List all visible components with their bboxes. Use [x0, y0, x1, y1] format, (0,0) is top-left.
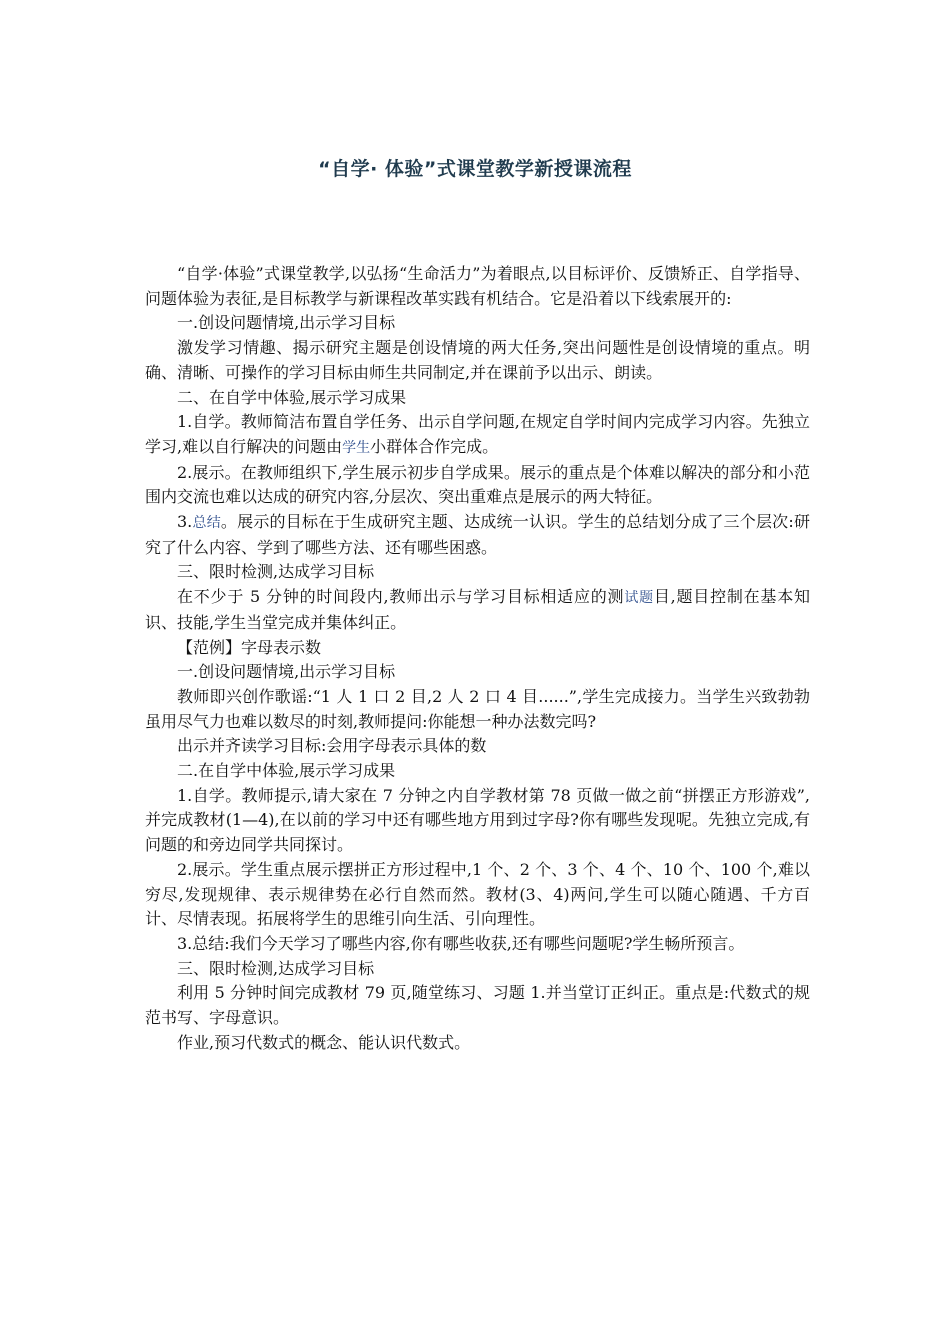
paragraph: 3.总结:我们今天学习了哪些内容,你有哪些收获,还有哪些问题呢?学生畅所预言。	[177, 933, 745, 953]
paragraph: “自学·体验”式课堂教学,以弘扬“生命活力”为着眼点,以目标评价、反馈矫正、自学指导、问题体验为表征,是目标教学与新课程改革实践有机结合。它是沿着以下线索展开的:	[145, 264, 810, 308]
paragraph: 激发学习情趣、揭示研究主题是创设情境的两大任务,突出问题性是创设情境的重点。明确、清晰、可操作的学习目标由师生共同制定,并在课前予以出示、朗读。	[145, 338, 810, 382]
keyword-link[interactable]: 总结	[192, 515, 221, 532]
paragraph-text: 小群体合作完成。	[370, 436, 499, 456]
document-title: “自学· 体验”式课堂教学新授课流程	[318, 158, 632, 180]
keyword-link[interactable]: 试题	[624, 590, 654, 607]
paragraph-text: 3.	[177, 512, 193, 532]
paragraph: 作业,预习代数式的概念、能认识代数式。	[177, 1032, 471, 1052]
paragraph-text: 1.自学。教师简洁布置自学任务、出示自学问题,在规定自学时间内完成学习内容。先独立学习,难以自行解决的问题由	[145, 412, 810, 456]
paragraph: 一.创设问题情境,出示学习目标	[177, 662, 396, 682]
paragraph	[145, 510, 810, 560]
paragraph: 二、在自学中体验,展示学习成果	[177, 387, 407, 407]
paragraph: 一.创设问题情境,出示学习目标	[177, 313, 396, 333]
paragraph: 出示并齐读学习目标:会用字母表示具体的数	[177, 736, 487, 756]
paragraph: 三、限时检测,达成学习目标	[177, 562, 375, 582]
paragraph: 二.在自学中体验,展示学习成果	[177, 761, 396, 781]
paragraph: 利用 5 分钟时间完成教材 79 页,随堂练习、习题 1.并当堂订正纠正。重点是:代数式的规范书写、字母意识。	[145, 983, 810, 1028]
paragraph: 教师即兴创作歌谣:“1 人 1 口 2 目,2 人 2 口 4 目......”,学生完成接力。当学生兴致勃勃虽用尽气力也难以数尽的时刻,教师提问:你能想一种办法数完吗?	[145, 686, 810, 731]
paragraph-text: 。展示的目标在于生成研究主题、达成统一认识。学生的总结划分成了三个层次:研究了什么内容、学到了哪些方法、还有哪些困惑。	[145, 512, 810, 557]
paragraph: 1.自学。教师提示,请大家在 7 分钟之内自学教材第 78 页做一做之前“拼摆正方形游戏”,并完成教材(1—4),在以前的学习中还有哪些地方用到过字母?你有哪些发现呢。先独立完成,有问题的和旁边同学共同探讨。	[145, 785, 810, 855]
paragraph: 2.展示。学生重点展示摆拼正方形过程中,1 个、2 个、3 个、4 个、10 个、100 个,难以穷尽,发现规律、表示规律势在必行自然而然。教材(3、4)两问,学生可以随心随遇、千方百计、尽情表现。拓展将学生的思维引向生活、引向理性。	[145, 859, 810, 929]
paragraph: 三、限时检测,达成学习目标	[177, 958, 375, 978]
paragraph: 2.展示。在教师组织下,学生展示初步自学成果。展示的重点是个体难以解决的部分和小范围内交流也难以达成的研究内容,分层次、突出重难点是展示的两大特征。	[145, 462, 810, 507]
paragraph	[145, 410, 810, 460]
paragraph	[145, 585, 810, 635]
paragraph-text: 目,题目控制在基本知识、技能,学生当堂完成并集体纠正。	[145, 587, 810, 632]
paragraph: 【范例】字母表示数	[177, 637, 322, 657]
document-body	[145, 262, 810, 1056]
keyword-link[interactable]: 学生	[342, 439, 371, 456]
paragraph-text: 在不少于 5 分钟的时间段内,教师出示与学习目标相适应的测	[177, 587, 625, 607]
